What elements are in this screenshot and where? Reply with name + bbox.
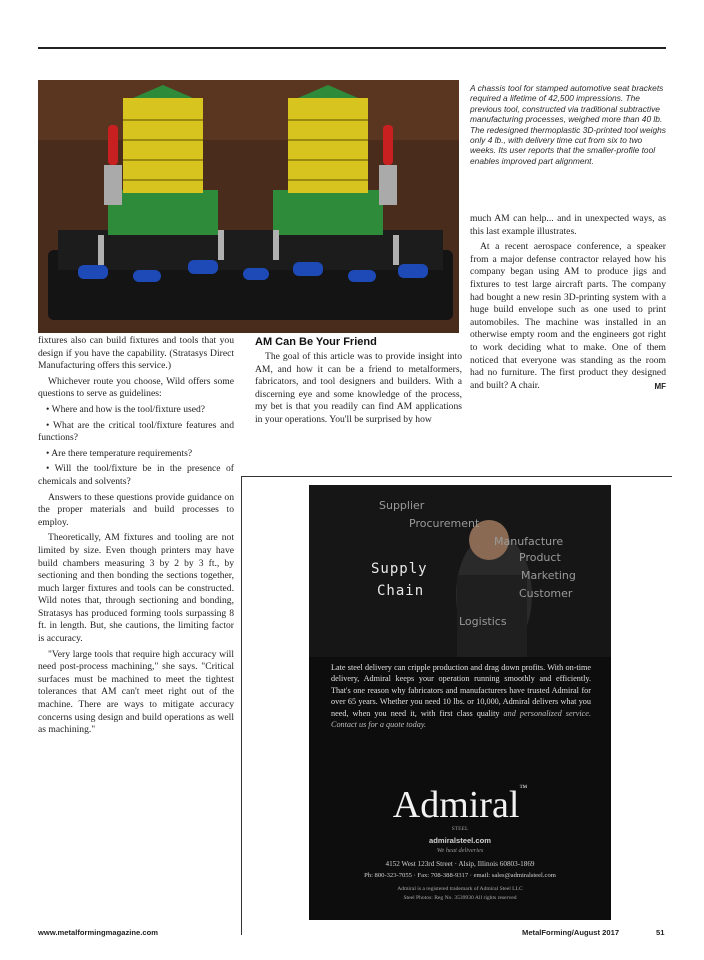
board-word: Marketing: [521, 569, 576, 582]
paragraph: [470, 241, 666, 392]
board-big-word: Supply: [371, 561, 428, 577]
admiral-logo[interactable]: [309, 783, 611, 827]
ad-phone: Ph: 800-323-7055 · Fax: 708-388-9317 · email: sales@admiralsteel.com: [364, 872, 556, 879]
paragraph: Whichever route you choose, Wild offers some questions to serve as guidelines:: [38, 375, 234, 400]
board-word: Product: [519, 551, 561, 564]
bullet-item: • Where and how is the tool/fixture used?: [46, 403, 206, 415]
ad-tagline: We heat deliveries: [436, 847, 484, 854]
paragraph: "Very large tools that require high accuracy will need post-process machining," she says. "Critical surfaces must be machined to meet the tightest tolerances that AM can't meet right out of the machine. There are ways to mitigate accuracy concerns using design and build operations as well as machining.": [38, 648, 234, 736]
tool-photo: [38, 80, 459, 333]
paragraph: fixtures also can build fixtures and tools that you design if you have the capability. (Stratasys Direct Manufacturing offers this service.): [38, 335, 234, 372]
bullet-item: • Are there temperature requirements?: [46, 447, 193, 459]
ad-body: Late steel delivery can cripple production and drag down profits. With on-time delivery, Admiral keeps your operation running smoothly and efficiently. That's one reason why fabricators and manufacturers have trusted Admiral for over 65 years. Whether you need 10 lbs. or 10,000, Admiral delivers what you need, when you need it, with first class quality: [331, 663, 591, 718]
page-number: 51: [656, 928, 665, 937]
logo-text: Admiral: [392, 784, 520, 826]
ad-legal: Steel Photos: Reg No. 3539930 All rights reserved: [403, 895, 517, 901]
board-word: Supplier: [379, 499, 425, 512]
ad-legal: Admiral is a registered trademark of Admiral Steel LLC: [397, 886, 523, 892]
article-column-2: [255, 335, 462, 430]
board-word: Logistics: [459, 615, 507, 628]
chalkboard-image: [309, 485, 611, 657]
admiral-advertisement[interactable]: [309, 485, 611, 920]
ad-website-link[interactable]: admiralsteel.com: [428, 836, 492, 845]
bullet-item: • Will the tool/fixture be in the presence of chemicals and solvents?: [38, 463, 234, 487]
paragraph: much AM can help... and in unexpected ways, as this last example illustrates.: [470, 213, 666, 237]
article-column-3: [470, 213, 666, 395]
ad-body-italic: and personalized service. Contact us for a quote today.: [331, 708, 591, 730]
paragraph-text: At a recent aerospace conference, a speaker from a major defense contractor relayed how his company began using AM to produce jigs and fixtures to test large aircraft parts. The company had bought a new resin 3D-printing system with a huge build envelope such as one used to print automobiles. The machine was installed in an otherwise empty room and the engineers got right to work deciding what to make. One of them noticed that everyone was standing as the room had no furniture. The first product they designed and built? A chair.: [470, 241, 666, 391]
bullet-item: • What are the critical tool/fixture features and functions?: [38, 419, 234, 444]
top-rule: [38, 47, 666, 49]
end-mark: MF: [654, 381, 666, 391]
paragraph: The goal of this article was to provide insight into AM, and how it can be a friend to metalformers, fabricators, and tool designers and builders. With a discerning eye and some knowledge of the process, my bet is that you readily can find AM applications in your operations. You'll be surprised by how: [255, 351, 462, 425]
footer-website[interactable]: www.metalformingmagazine.com: [38, 928, 158, 937]
board-word: Customer: [519, 587, 573, 600]
paragraph: Answers to these questions provide guidance on the proper materials and build processes to employ.: [38, 491, 234, 528]
trademark-mark: ™: [519, 783, 528, 792]
board-word: Procurement: [409, 517, 480, 530]
logo-sub: STEEL: [451, 826, 469, 832]
footer-issue: MetalForming/August 2017: [522, 928, 620, 937]
board-word: Manufacture: [494, 535, 564, 548]
ad-body-text: [331, 662, 591, 730]
photo-caption: A chassis tool for stamped automotive seat brackets required a lifetime of 42,500 impressions. The previous tool, constructed via traditional subtractive manufacturing processes, weighed more than 40 lb. The redesigned thermoplastic 3D-printed tool weighs only 4 lb., with delivery time cut from six to two weeks. Its user reports that the smaller-profile tool enables improved part alignment.: [470, 83, 666, 166]
article-column-1: [38, 335, 234, 740]
section-heading: AM Can Be Your Friend: [255, 336, 377, 348]
ad-address: 4152 West 123rd Street · Alsip, Illinois 60803-1869: [385, 860, 535, 868]
board-big-word: Chain: [377, 583, 425, 599]
paragraph: Theoretically, AM fixtures and tooling are not limited by size. Even though printers may have build chambers measuring 3 by 2 by 3 ft., by sectioning and then bonding the sections together, much larger fixtures and tools can be constructed. Wild notes that, through sectioning and bonding, Stratasys has produced forming tools surpassing 8 ft. in length. But, she cautions, the limiting factor is accuracy.: [38, 532, 234, 645]
